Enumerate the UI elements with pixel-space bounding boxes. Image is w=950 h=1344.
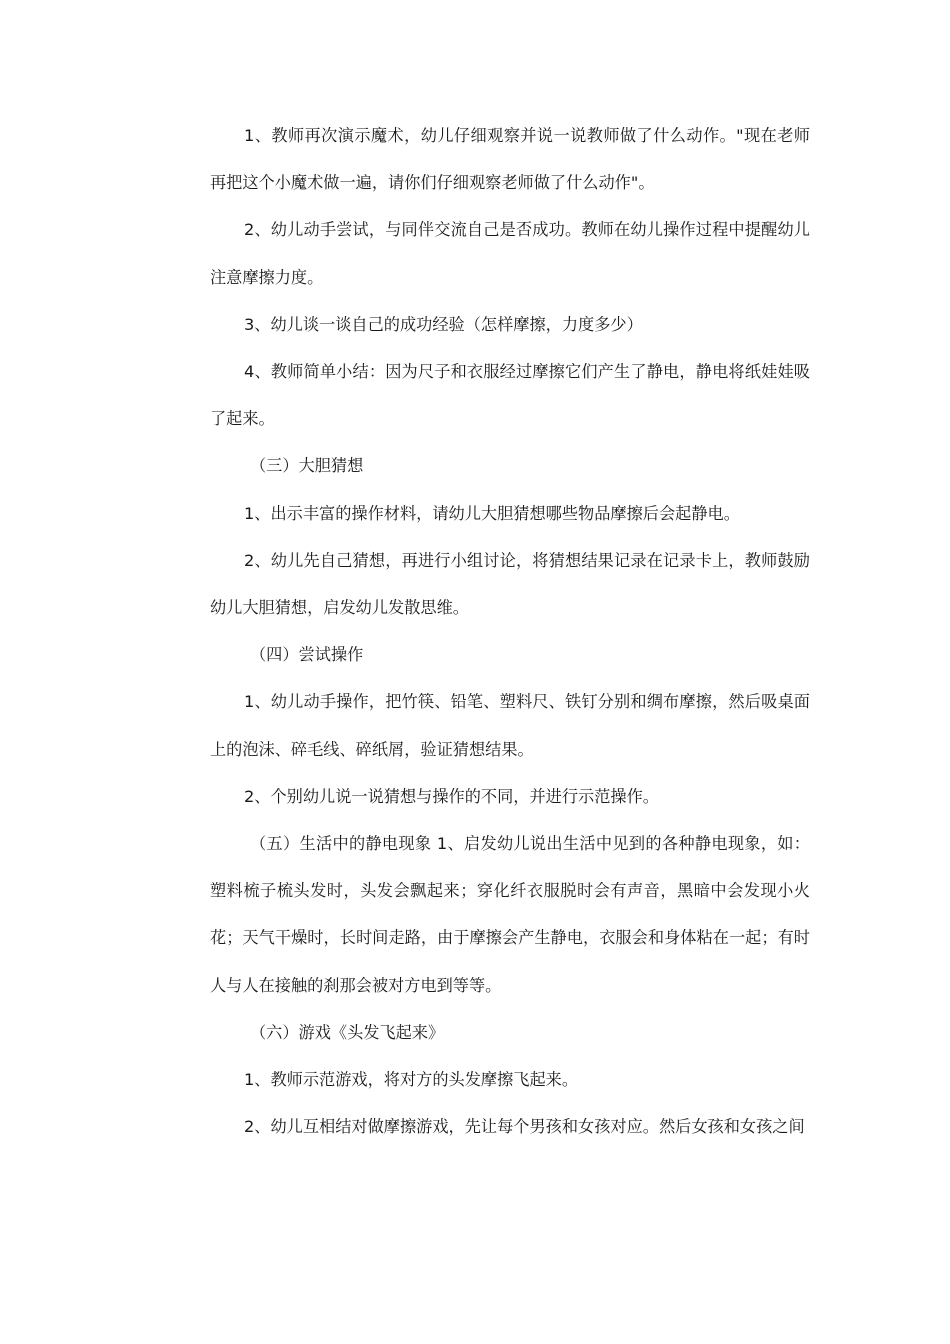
paragraph-step-1-magic: 1、教师再次演示魔术，幼儿仔细观察并说一说教师做了什么动作。"现在老师再把这个小魔术做一遍，请你们仔细观察老师做了什么动作"。 (210, 126, 810, 193)
paragraph-game-1: 1、教师示范游戏，将对方的头发摩擦飞起来。 (244, 1070, 579, 1090)
document-page (210, 112, 810, 1150)
section-heading-4: （四）尝试操作 (250, 645, 364, 665)
paragraph-step-4-summary: 4、教师简单小结：因为尺子和衣服经过摩擦它们产生了静电，静电将纸娃娃吸了起来。 (210, 362, 810, 429)
paragraph-game-2: 2、幼儿互相结对做摩擦游戏，先让每个男孩和女孩对应。然后女孩和女孩之间 (244, 1117, 805, 1137)
paragraph-guess-1: 1、出示丰富的操作材料，请幼儿大胆猜想哪些物品摩擦后会起静电。 (244, 503, 740, 523)
paragraph-operate-2: 2、个别幼儿说一说猜想与操作的不同，并进行示范操作。 (244, 786, 659, 806)
section-heading-3: （三）大胆猜想 (250, 456, 364, 476)
section-heading-5-paragraph: （五）生活中的静电现象 1、启发幼儿说出生活中见到的各种静电现象，如：塑料梳子梳头发时，头发会飘起来；穿化纤衣服脱时会有声音，黑暗中会发现小火花；天气干燥时，长时间走路，由于摩擦会产生静电，衣服会和身体粘在一起；有时人与人在接触的刹那会被对方电到等等。 (210, 834, 810, 995)
paragraph-operate-1: 1、幼儿动手操作，把竹筷、铅笔、塑料尺、铁钉分别和绸布摩擦，然后吸桌面上的泡沫、碎毛线、碎纸屑，验证猜想结果。 (210, 692, 810, 759)
paragraph-guess-2: 2、幼儿先自己猜想，再进行小组讨论，将猜想结果记录在记录卡上，教师鼓励幼儿大胆猜想，启发幼儿发散思维。 (210, 550, 810, 618)
paragraph-step-3-experience: 3、幼儿谈一谈自己的成功经验（怎样摩擦，力度多少） (244, 314, 643, 334)
section-heading-6: （六）游戏《头发飞起来》 (250, 1022, 445, 1042)
paragraph-step-2-try: 2、幼儿动手尝试，与同伴交流自己是否成功。教师在幼儿操作过程中提醒幼儿注意摩擦力度。 (210, 220, 810, 287)
